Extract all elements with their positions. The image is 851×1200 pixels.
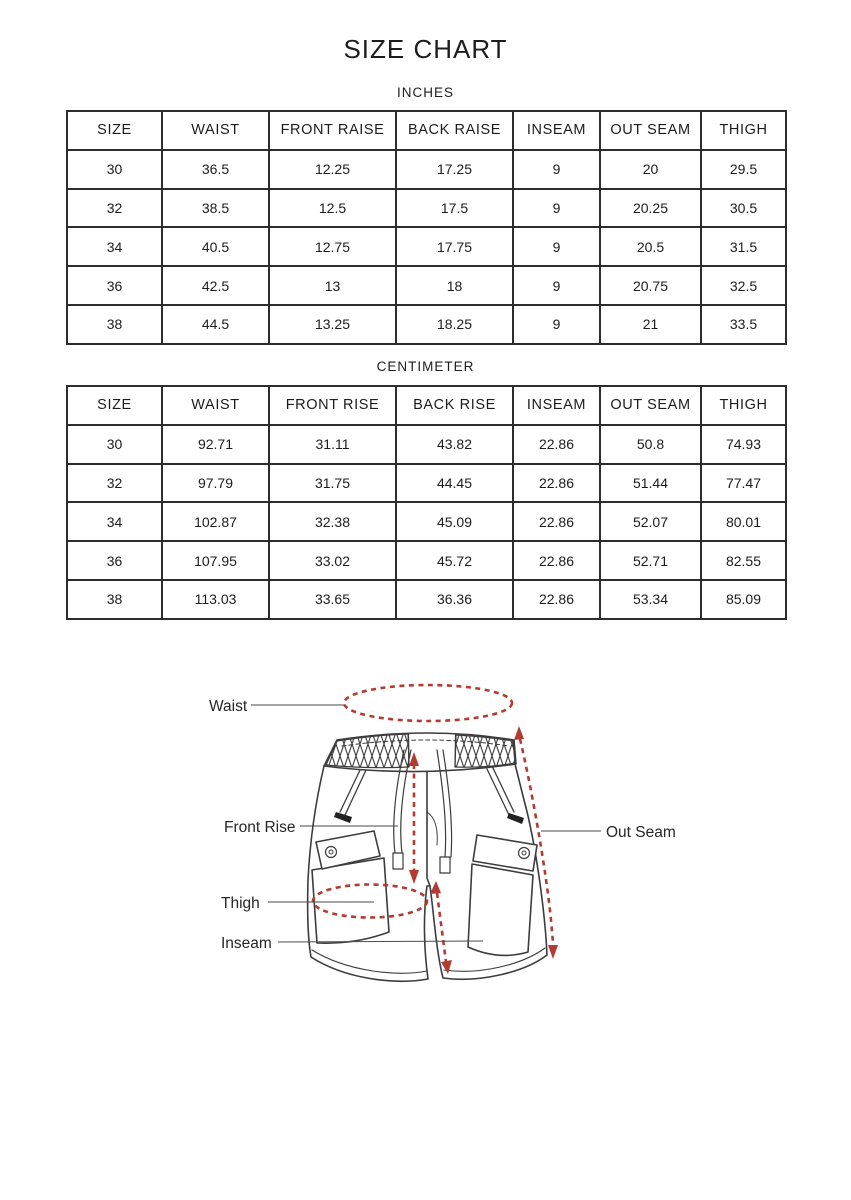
- table-row: [67, 580, 786, 619]
- table-cell: 38: [67, 580, 162, 619]
- table-row: [67, 227, 786, 266]
- out-seam-label: Out Seam: [606, 824, 676, 841]
- column-header: OUT SEAM: [600, 386, 701, 425]
- table-cell: 38.5: [162, 189, 269, 228]
- table-cell: 34: [67, 227, 162, 266]
- column-header: OUT SEAM: [600, 111, 701, 150]
- header-row: [67, 111, 786, 150]
- table-cell: 80.01: [701, 502, 786, 541]
- table-cell: 17.75: [396, 227, 513, 266]
- table-cell: 18.25: [396, 305, 513, 344]
- table-cell: 9: [513, 227, 600, 266]
- table-cell: 9: [513, 189, 600, 228]
- table-row: [67, 425, 786, 464]
- right-cargo-pocket: [468, 864, 533, 955]
- table-cell: 9: [513, 305, 600, 344]
- table-cell: 9: [513, 266, 600, 305]
- table-cell: 97.79: [162, 464, 269, 503]
- table-row: [67, 464, 786, 503]
- table-cell: 45.09: [396, 502, 513, 541]
- table-cell: 22.86: [513, 580, 600, 619]
- right-slant-pocket: [487, 766, 514, 815]
- centimeter-size-table: [66, 385, 787, 620]
- fly-line: [427, 768, 430, 886]
- table-cell: 74.93: [701, 425, 786, 464]
- table-cell: 33.5: [701, 305, 786, 344]
- left-cargo-pocket: [312, 858, 389, 943]
- table-cell: 13.25: [269, 305, 396, 344]
- table-row: [67, 541, 786, 580]
- table-cell: 22.86: [513, 502, 600, 541]
- centimeter-table-label: CENTIMETER: [376, 359, 475, 374]
- table-cell: 34: [67, 502, 162, 541]
- table-cell: 17.25: [396, 150, 513, 189]
- table-cell: 31.5: [701, 227, 786, 266]
- table-cell: 82.55: [701, 541, 786, 580]
- table-cell: 107.95: [162, 541, 269, 580]
- table-cell: 9: [513, 150, 600, 189]
- inches-size-table: [66, 110, 787, 345]
- column-header: THIGH: [701, 111, 786, 150]
- table-cell: 20.75: [600, 266, 701, 305]
- table-cell: 13: [269, 266, 396, 305]
- table-cell: 53.34: [600, 580, 701, 619]
- table-cell: 51.44: [600, 464, 701, 503]
- shorts-outline: [308, 733, 547, 981]
- table-cell: 22.86: [513, 464, 600, 503]
- table-row: [67, 266, 786, 305]
- table-row: [67, 305, 786, 344]
- table-cell: 30: [67, 150, 162, 189]
- table-cell: 36: [67, 266, 162, 305]
- column-header: WAIST: [162, 386, 269, 425]
- inseam-label: Inseam: [221, 935, 272, 952]
- table-row: [67, 502, 786, 541]
- table-row: [67, 189, 786, 228]
- table-cell: 50.8: [600, 425, 701, 464]
- table-cell: 22.86: [513, 425, 600, 464]
- waist-measure-ellipse: [344, 685, 512, 721]
- table-cell: 36: [67, 541, 162, 580]
- table-cell: 36.5: [162, 150, 269, 189]
- table-cell: 12.75: [269, 227, 396, 266]
- table-cell: 22.86: [513, 541, 600, 580]
- shorts-measurement-diagram: [190, 660, 700, 1010]
- column-header: INSEAM: [513, 111, 600, 150]
- table-cell: 12.5: [269, 189, 396, 228]
- table-cell: 32: [67, 189, 162, 228]
- table-cell: 44.5: [162, 305, 269, 344]
- table-cell: 20: [600, 150, 701, 189]
- table-cell: 20.25: [600, 189, 701, 228]
- table-cell: 43.82: [396, 425, 513, 464]
- table-cell: 33.02: [269, 541, 396, 580]
- column-header: BACK RAISE: [396, 111, 513, 150]
- column-header: FRONT RAISE: [269, 111, 396, 150]
- table-cell: 102.87: [162, 502, 269, 541]
- table-cell: 32: [67, 464, 162, 503]
- table-cell: 30: [67, 425, 162, 464]
- inches-table-label: INCHES: [396, 85, 454, 100]
- column-header: WAIST: [162, 111, 269, 150]
- column-header: INSEAM: [513, 386, 600, 425]
- table-cell: 31.11: [269, 425, 396, 464]
- left-slant-pocket: [340, 766, 367, 815]
- table-cell: 44.45: [396, 464, 513, 503]
- table-cell: 29.5: [701, 150, 786, 189]
- table-cell: 52.07: [600, 502, 701, 541]
- table-cell: 113.03: [162, 580, 269, 619]
- table-cell: 32.5: [701, 266, 786, 305]
- table-cell: 92.71: [162, 425, 269, 464]
- page-title: SIZE CHART: [343, 34, 508, 64]
- table-cell: 85.09: [701, 580, 786, 619]
- table-cell: 33.65: [269, 580, 396, 619]
- table-cell: 77.47: [701, 464, 786, 503]
- table-cell: 18: [396, 266, 513, 305]
- column-header: THIGH: [701, 386, 786, 425]
- column-header: SIZE: [67, 386, 162, 425]
- header-row: [67, 386, 786, 425]
- column-header: FRONT RISE: [269, 386, 396, 425]
- table-cell: 38: [67, 305, 162, 344]
- front-rise-label: Front Rise: [224, 819, 296, 836]
- table-cell: 40.5: [162, 227, 269, 266]
- table-cell: 45.72: [396, 541, 513, 580]
- table-cell: 31.75: [269, 464, 396, 503]
- table-cell: 42.5: [162, 266, 269, 305]
- waist-label: Waist: [209, 698, 248, 715]
- table-cell: 52.71: [600, 541, 701, 580]
- table-cell: 21: [600, 305, 701, 344]
- table-cell: 36.36: [396, 580, 513, 619]
- table-cell: 17.5: [396, 189, 513, 228]
- thigh-label: Thigh: [221, 895, 260, 912]
- table-cell: 20.5: [600, 227, 701, 266]
- table-cell: 30.5: [701, 189, 786, 228]
- table-row: [67, 150, 786, 189]
- column-header: BACK RISE: [396, 386, 513, 425]
- column-header: SIZE: [67, 111, 162, 150]
- table-cell: 32.38: [269, 502, 396, 541]
- table-cell: 12.25: [269, 150, 396, 189]
